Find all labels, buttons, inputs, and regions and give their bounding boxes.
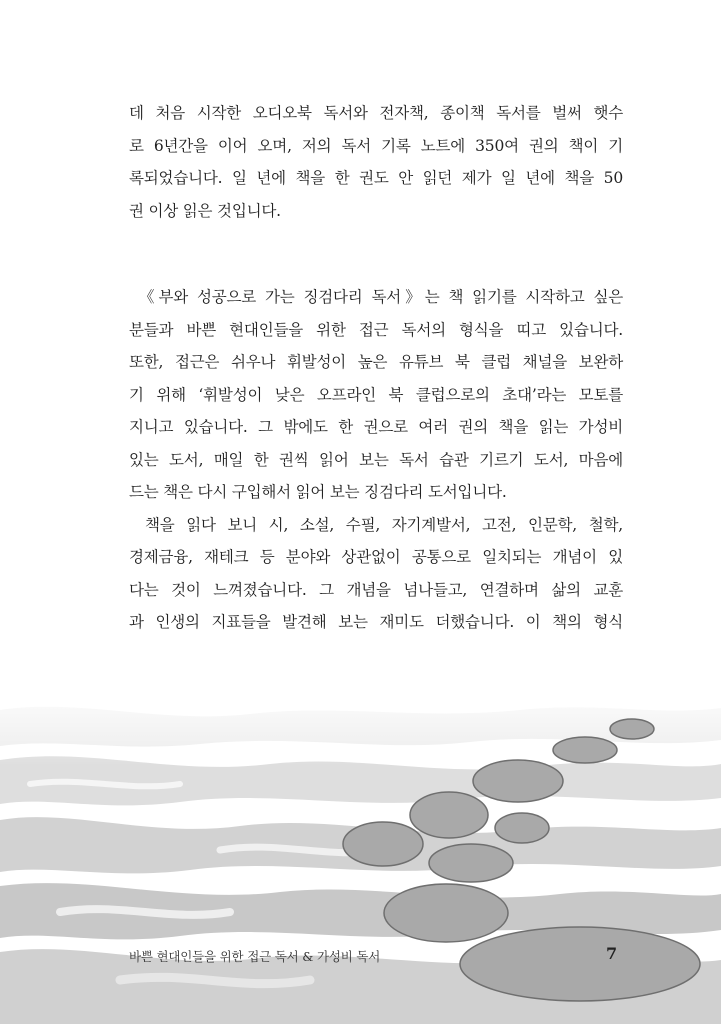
stone: [460, 927, 700, 1001]
stepping-stones-illustration: [0, 680, 721, 1024]
text-line: 록되었습니다. 일 년에 책을 한 권도 안 읽던 제가 일 년에 책을 50: [129, 169, 623, 187]
stone: [384, 884, 508, 942]
page-number: 7: [606, 944, 618, 963]
text-line: 있는 도서, 매일 한 권씩 읽어 보는 독서 습관 기르기 도서, 마음에: [129, 450, 623, 469]
text-line: 드는 책은 다시 구입해서 읽어 보는 징검다리 도서입니다.: [129, 483, 507, 501]
stone: [410, 792, 488, 838]
text-line: 또한, 접근은 쉬우나 휘발성이 높은 유튜브 북 클럽 채널을 보완하: [129, 353, 623, 371]
text-line: 로 6년간을 이어 오며, 저의 독서 기록 노트에 350여 권의 책이 기: [129, 136, 623, 155]
text-line: 경제금융, 재테크 등 분야와 상관없이 공통으로 일치되는 개념이 있: [129, 548, 623, 566]
stone: [610, 719, 654, 739]
paragraph-2: [129, 281, 623, 639]
text-line: 다는 것이 느껴졌습니다. 그 개념을 넘나들고, 연결하며 삶의 교훈: [129, 580, 623, 599]
text-line: 책을 읽다 보니 시, 소설, 수필, 자기계발서, 고전, 인문학, 철학,: [145, 515, 623, 534]
running-title: 바쁜 현대인들을 위한 접근 독서 & 가성비 독서: [129, 949, 381, 964]
stone: [495, 813, 549, 843]
text-line: 분들과 바쁜 현대인들을 위한 접근 독서의 형식을 띠고 있습니다.: [129, 320, 623, 339]
stone: [429, 844, 513, 882]
text-line: 지니고 있습니다. 그 밖에도 한 권으로 여러 권의 책을 읽는 가성비: [129, 418, 623, 436]
stone: [553, 737, 617, 763]
text-line: 권 이상 읽은 것입니다.: [129, 201, 281, 220]
text-line: 기 위해 ‘휘발성이 낮은 오프라인 북 클럽으로의 초대’라는 모토를: [129, 385, 623, 404]
text-line: 과 인생의 지표들을 발견해 보는 재미도 더했습니다. 이 책의 형식: [129, 613, 623, 631]
paragraph-1: [129, 97, 623, 227]
text-line: 《부와 성공으로 가는 징검다리 독서》는 책 읽기를 시작하고 싶은: [139, 288, 623, 306]
text-line: 데 처음 시작한 오디오북 독서와 전자책, 종이책 독서를 벌써 햇수: [129, 104, 623, 122]
stone: [343, 822, 423, 866]
stone: [473, 760, 563, 802]
